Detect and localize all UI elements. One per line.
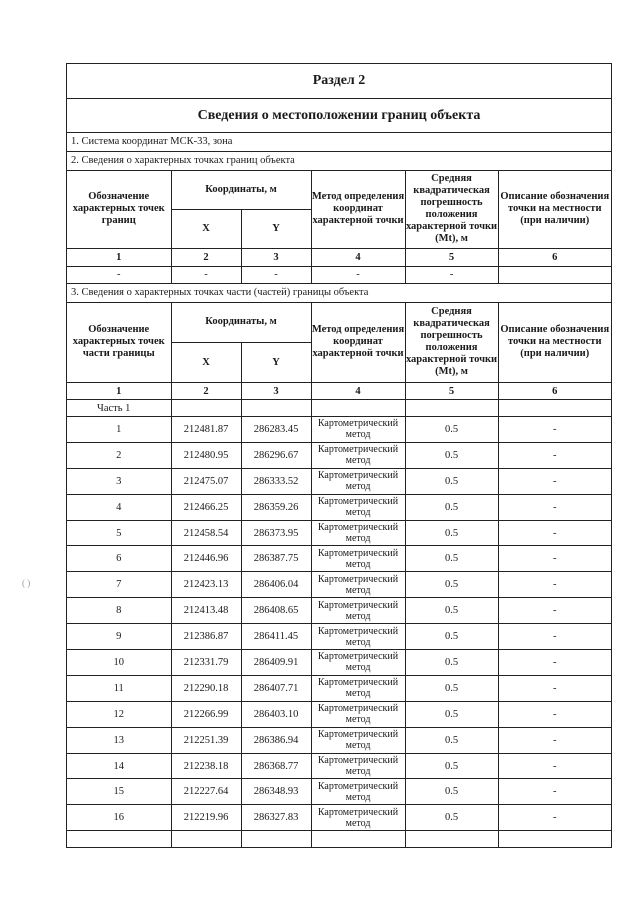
x-coordinate-cell: 212386.87: [171, 624, 241, 650]
method-cell: Картометрический метод: [311, 598, 405, 624]
point-number-cell: 9: [67, 624, 171, 650]
header-y: Y: [241, 343, 311, 383]
y-coordinate-cell: 286348.93: [241, 779, 311, 805]
y-coordinate-cell: 286386.94: [241, 727, 311, 753]
section-subtitle: Сведения о местоположении границ объекта: [67, 99, 611, 133]
x-coordinate-cell: 212290.18: [171, 675, 241, 701]
table-row: [67, 494, 611, 520]
method-cell: Картометрический метод: [311, 520, 405, 546]
x-coordinate-cell: 212238.18: [171, 753, 241, 779]
table-cell: [405, 831, 498, 848]
method-cell: Картометрический метод: [311, 805, 405, 831]
header-x: X: [171, 343, 241, 383]
header-point-designation: Обозначение характерных точек части границы: [67, 303, 171, 383]
point-number-cell: 16: [67, 805, 171, 831]
mean-error-cell: 0.5: [405, 701, 498, 727]
char-points-line: 2. Сведения о характерных точках границ объекта: [67, 152, 611, 171]
method-cell: Картометрический метод: [311, 494, 405, 520]
boundary-points-table: [67, 171, 611, 284]
column-number: 6: [498, 383, 611, 400]
table-row: [67, 417, 611, 443]
x-coordinate-cell: 212413.48: [171, 598, 241, 624]
description-cell: -: [498, 753, 611, 779]
table-row: [67, 598, 611, 624]
y-coordinate-cell: 286411.45: [241, 624, 311, 650]
mean-error-cell: 0.5: [405, 520, 498, 546]
x-coordinate-cell: 212219.96: [171, 805, 241, 831]
header-method: Метод определения координат характерной точки: [311, 171, 405, 248]
x-coordinate-cell: 212331.79: [171, 650, 241, 676]
document-page: [66, 63, 612, 848]
point-number-cell: 14: [67, 753, 171, 779]
y-coordinate-cell: 286409.91: [241, 650, 311, 676]
column-number: 1: [67, 383, 171, 400]
y-coordinate-cell: 286283.45: [241, 417, 311, 443]
table-row: [67, 442, 611, 468]
table-row: [67, 779, 611, 805]
description-cell: -: [498, 624, 611, 650]
table-row: [67, 546, 611, 572]
point-number-cell: 13: [67, 727, 171, 753]
y-coordinate-cell: 286327.83: [241, 805, 311, 831]
column-number: 3: [241, 248, 311, 266]
table-cell: [241, 400, 311, 417]
table-row: [67, 468, 611, 494]
column-number: 4: [311, 383, 405, 400]
table-row: [67, 701, 611, 727]
mean-error-cell: 0.5: [405, 650, 498, 676]
mean-error-cell: 0.5: [405, 779, 498, 805]
table-row: [67, 675, 611, 701]
mean-error-cell: 0.5: [405, 417, 498, 443]
header-x: X: [171, 209, 241, 248]
table-cell: [171, 831, 241, 848]
y-coordinate-cell: 286373.95: [241, 520, 311, 546]
coord-system-line: 1. Система координат МСК-33, зона: [67, 133, 611, 152]
point-number-cell: 7: [67, 572, 171, 598]
table-row: [67, 624, 611, 650]
table-row: [67, 650, 611, 676]
header-y: Y: [241, 209, 311, 248]
x-coordinate-cell: 212481.87: [171, 417, 241, 443]
table-cell: -: [405, 266, 498, 283]
header-point-designation: Обозначение характерных точек границ: [67, 171, 171, 248]
table-row: [67, 572, 611, 598]
section-title: Раздел 2: [67, 64, 611, 99]
y-coordinate-cell: 286403.10: [241, 701, 311, 727]
column-number: 2: [171, 248, 241, 266]
description-cell: -: [498, 546, 611, 572]
column-number: 5: [405, 383, 498, 400]
x-coordinate-cell: 212446.96: [171, 546, 241, 572]
x-coordinate-cell: 212251.39: [171, 727, 241, 753]
y-coordinate-cell: 286296.67: [241, 442, 311, 468]
table-cell: [311, 400, 405, 417]
part-points-line: 3. Сведения о характерных точках части (частей) границы объекта: [67, 284, 611, 303]
mean-error-cell: 0.5: [405, 468, 498, 494]
table-cell: -: [67, 266, 171, 283]
point-number-cell: 11: [67, 675, 171, 701]
table-row: [67, 727, 611, 753]
y-coordinate-cell: 286407.71: [241, 675, 311, 701]
point-rows: [67, 417, 611, 831]
description-cell: -: [498, 494, 611, 520]
scan-artifact: ( ): [22, 578, 31, 588]
method-cell: Картометрический метод: [311, 546, 405, 572]
description-cell: -: [498, 468, 611, 494]
mean-error-cell: 0.5: [405, 805, 498, 831]
point-number-cell: 12: [67, 701, 171, 727]
column-number: 1: [67, 248, 171, 266]
method-cell: Картометрический метод: [311, 442, 405, 468]
column-number: 6: [498, 248, 611, 266]
header-description: Описание обозначения точки на местности (при наличии): [498, 303, 611, 383]
x-coordinate-cell: 212266.99: [171, 701, 241, 727]
mean-error-cell: 0.5: [405, 675, 498, 701]
mean-error-cell: 0.5: [405, 572, 498, 598]
method-cell: Картометрический метод: [311, 417, 405, 443]
header-mean-error: Средняя квадратическая погрешность положения характерной точки (Mt), м: [405, 171, 498, 248]
description-cell: -: [498, 805, 611, 831]
point-number-cell: 2: [67, 442, 171, 468]
y-coordinate-cell: 286406.04: [241, 572, 311, 598]
mean-error-cell: 0.5: [405, 753, 498, 779]
table-cell: [171, 400, 241, 417]
method-cell: Картометрический метод: [311, 675, 405, 701]
method-cell: Картометрический метод: [311, 650, 405, 676]
description-cell: -: [498, 701, 611, 727]
description-cell: -: [498, 520, 611, 546]
mean-error-cell: 0.5: [405, 494, 498, 520]
table-cell: [241, 831, 311, 848]
table-row: [67, 520, 611, 546]
x-coordinate-cell: 212475.07: [171, 468, 241, 494]
description-cell: -: [498, 727, 611, 753]
description-cell: -: [498, 572, 611, 598]
mean-error-cell: 0.5: [405, 727, 498, 753]
point-number-cell: 5: [67, 520, 171, 546]
y-coordinate-cell: 286387.75: [241, 546, 311, 572]
y-coordinate-cell: 286333.52: [241, 468, 311, 494]
column-number: 3: [241, 383, 311, 400]
column-number: 2: [171, 383, 241, 400]
x-coordinate-cell: 212466.25: [171, 494, 241, 520]
table-cell: [67, 831, 171, 848]
point-number-cell: 1: [67, 417, 171, 443]
point-number-cell: 10: [67, 650, 171, 676]
description-cell: -: [498, 442, 611, 468]
mean-error-cell: 0.5: [405, 598, 498, 624]
header-description: Описание обозначения точки на местности (при наличии): [498, 171, 611, 248]
header-mean-error: Средняя квадратическая погрешность положения характерной точки (Mt), м: [405, 303, 498, 383]
header-method: Метод определения координат характерной точки: [311, 303, 405, 383]
y-coordinate-cell: 286359.26: [241, 494, 311, 520]
x-coordinate-cell: 212458.54: [171, 520, 241, 546]
method-cell: Картометрический метод: [311, 624, 405, 650]
method-cell: Картометрический метод: [311, 701, 405, 727]
table-cell: [498, 266, 611, 283]
table-cell: -: [171, 266, 241, 283]
method-cell: Картометрический метод: [311, 727, 405, 753]
header-coordinates: Координаты, м: [171, 303, 311, 343]
point-number-cell: 4: [67, 494, 171, 520]
x-coordinate-cell: 212227.64: [171, 779, 241, 805]
method-cell: Картометрический метод: [311, 779, 405, 805]
description-cell: -: [498, 779, 611, 805]
method-cell: Картометрический метод: [311, 572, 405, 598]
header-coordinates: Координаты, м: [171, 171, 311, 209]
mean-error-cell: 0.5: [405, 546, 498, 572]
description-cell: -: [498, 675, 611, 701]
point-number-cell: 3: [67, 468, 171, 494]
table-cell: -: [311, 266, 405, 283]
table-row: [67, 805, 611, 831]
mean-error-cell: 0.5: [405, 442, 498, 468]
column-number: 4: [311, 248, 405, 266]
table-cell: [405, 400, 498, 417]
description-cell: -: [498, 650, 611, 676]
description-cell: -: [498, 598, 611, 624]
point-number-cell: 8: [67, 598, 171, 624]
point-number-cell: 6: [67, 546, 171, 572]
point-number-cell: 15: [67, 779, 171, 805]
part-label: Часть 1: [67, 400, 171, 417]
x-coordinate-cell: 212480.95: [171, 442, 241, 468]
description-cell: -: [498, 417, 611, 443]
table-cell: [498, 831, 611, 848]
x-coordinate-cell: 212423.13: [171, 572, 241, 598]
table-row: [67, 753, 611, 779]
method-cell: Картометрический метод: [311, 753, 405, 779]
table-cell: -: [241, 266, 311, 283]
part-boundary-table: [67, 303, 611, 849]
column-number: 5: [405, 248, 498, 266]
table-cell: [311, 831, 405, 848]
y-coordinate-cell: 286368.77: [241, 753, 311, 779]
method-cell: Картометрический метод: [311, 468, 405, 494]
table-cell: [498, 400, 611, 417]
y-coordinate-cell: 286408.65: [241, 598, 311, 624]
mean-error-cell: 0.5: [405, 624, 498, 650]
